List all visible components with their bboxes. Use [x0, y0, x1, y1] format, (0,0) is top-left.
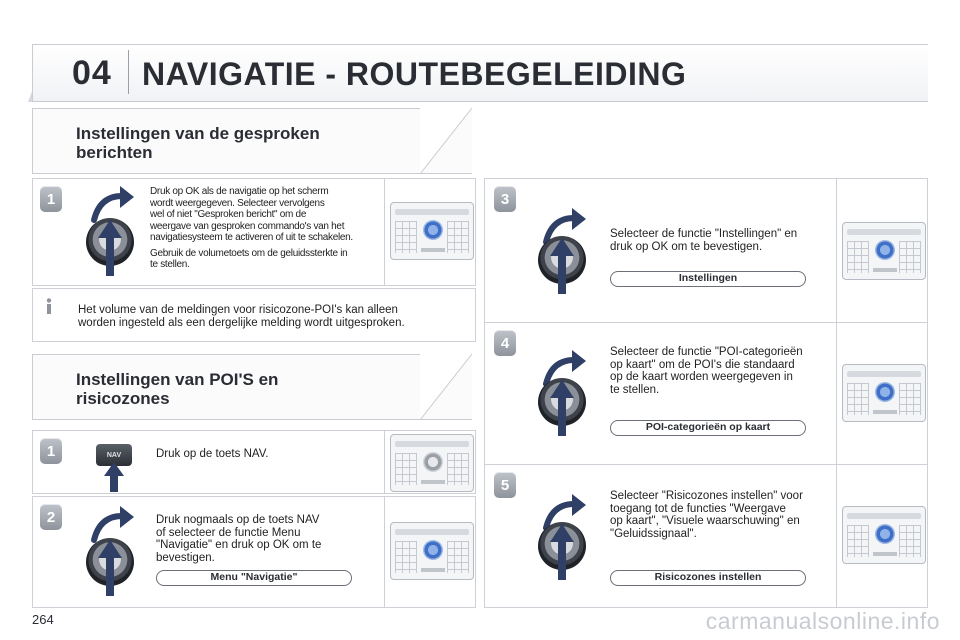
- panel-divider: [836, 178, 837, 608]
- section-title-line: risicozones: [76, 389, 170, 408]
- section-header-fold: [420, 108, 476, 174]
- panel-divider: [384, 178, 385, 286]
- step-separator: [484, 464, 928, 465]
- instruction-line: navigatiesysteem te activeren of uit te schakelen.: [150, 232, 353, 243]
- info-line: Het volume van de meldingen voor risicozone-POI's kan alleen: [78, 304, 398, 316]
- step-badge-3: 3: [494, 186, 516, 212]
- up-arrow-icon: [104, 462, 124, 492]
- panel-divider: [384, 496, 385, 608]
- section-title-poi: [76, 370, 278, 408]
- dashboard-icon: [842, 222, 926, 280]
- watermark: carmanualsonline.info: [705, 608, 940, 634]
- step-badge-4: 4: [494, 330, 516, 356]
- poi-step2-text: [156, 514, 376, 564]
- instruction-line: weergave van gesproken commando's van het: [150, 220, 345, 232]
- dashboard-icon: [390, 434, 474, 492]
- step3-text: [610, 228, 832, 253]
- instruction-line: op kaart" om de POI's die standaard: [610, 358, 795, 371]
- chapter-number: 04: [72, 54, 112, 92]
- up-arrow-icon: [98, 220, 122, 276]
- voice-instructions: [150, 186, 378, 271]
- section-title-line: Instellingen van de gesproken: [76, 124, 320, 143]
- instruction-line: Druk op OK als de navigatie op het scherm: [150, 186, 329, 197]
- header-divider: [128, 50, 129, 94]
- info-text: [78, 304, 470, 329]
- up-arrow-icon: [550, 238, 574, 294]
- page-title: NAVIGATIE - ROUTEBEGELEIDING: [142, 56, 687, 92]
- menu-label-pill: Instellingen: [610, 271, 806, 287]
- step-badge-2: 2: [40, 504, 62, 530]
- info-line: worden ingesteld als een dergelijke melding wordt uitgesproken.: [78, 316, 405, 329]
- info-icon: [44, 298, 54, 314]
- poi-step1-text: Druk op de toets NAV.: [156, 448, 269, 460]
- menu-label-pill: Risicozones instellen: [610, 570, 806, 586]
- nav-key-icon: NAV: [96, 444, 132, 466]
- step-badge-1: 1: [40, 186, 62, 212]
- section-header-fold: [420, 354, 476, 420]
- instruction-line: "Navigatie" en druk op OK om te: [156, 539, 322, 551]
- instruction-line: "Geluidssignaal".: [610, 527, 697, 540]
- up-arrow-icon: [98, 540, 122, 596]
- step4-text: [610, 346, 832, 396]
- section-title-line: berichten: [76, 143, 153, 162]
- instruction-line: Selecteer de functie "POI-categorieën: [610, 346, 803, 358]
- instruction-line: toegang tot de functies "Weergave: [610, 502, 786, 515]
- section-title-voice: [76, 124, 320, 162]
- panel-divider: [384, 430, 385, 494]
- instruction-line: of selecteer de functie Menu: [156, 526, 301, 539]
- step5-text: [610, 490, 832, 540]
- instruction-line: te stellen.: [150, 259, 190, 270]
- instruction-line: op kaart", "Visuele waarschuwing" en: [610, 515, 800, 527]
- instruction-line: op de kaart worden weergegeven in: [610, 371, 793, 383]
- instruction-line: wordt weergegeven. Selecteer vervolgens: [150, 197, 325, 209]
- instruction-line: wel of niet "Gesproken bericht" om de: [150, 209, 307, 220]
- instruction-line: Selecteer de functie "Instellingen" en: [610, 228, 798, 240]
- step-separator: [484, 322, 928, 323]
- instruction-line: Gebruik de volumetoets om de geluidssterkte in: [150, 247, 348, 259]
- dashboard-icon: [390, 522, 474, 580]
- instruction-line: Druk nogmaals op de toets NAV: [156, 514, 320, 526]
- dashboard-icon: [842, 364, 926, 422]
- step-badge-5: 5: [494, 472, 516, 498]
- dashboard-icon: [842, 506, 926, 564]
- menu-label-pill: POI-categorieën op kaart: [610, 420, 806, 436]
- dashboard-icon: [390, 202, 474, 260]
- step-badge-1: 1: [40, 438, 62, 464]
- up-arrow-icon: [550, 524, 574, 580]
- section-title-line: Instellingen van POI'S en: [76, 370, 279, 389]
- instruction-line: druk op OK om te bevestigen.: [610, 240, 763, 253]
- menu-label-pill: Menu "Navigatie": [156, 570, 352, 586]
- instruction-line: te stellen.: [610, 383, 660, 396]
- up-arrow-icon: [550, 380, 574, 436]
- instruction-line: bevestigen.: [156, 551, 215, 564]
- instruction-line: Selecteer "Risicozones instellen" voor: [610, 490, 803, 502]
- page-number: 264: [32, 612, 54, 627]
